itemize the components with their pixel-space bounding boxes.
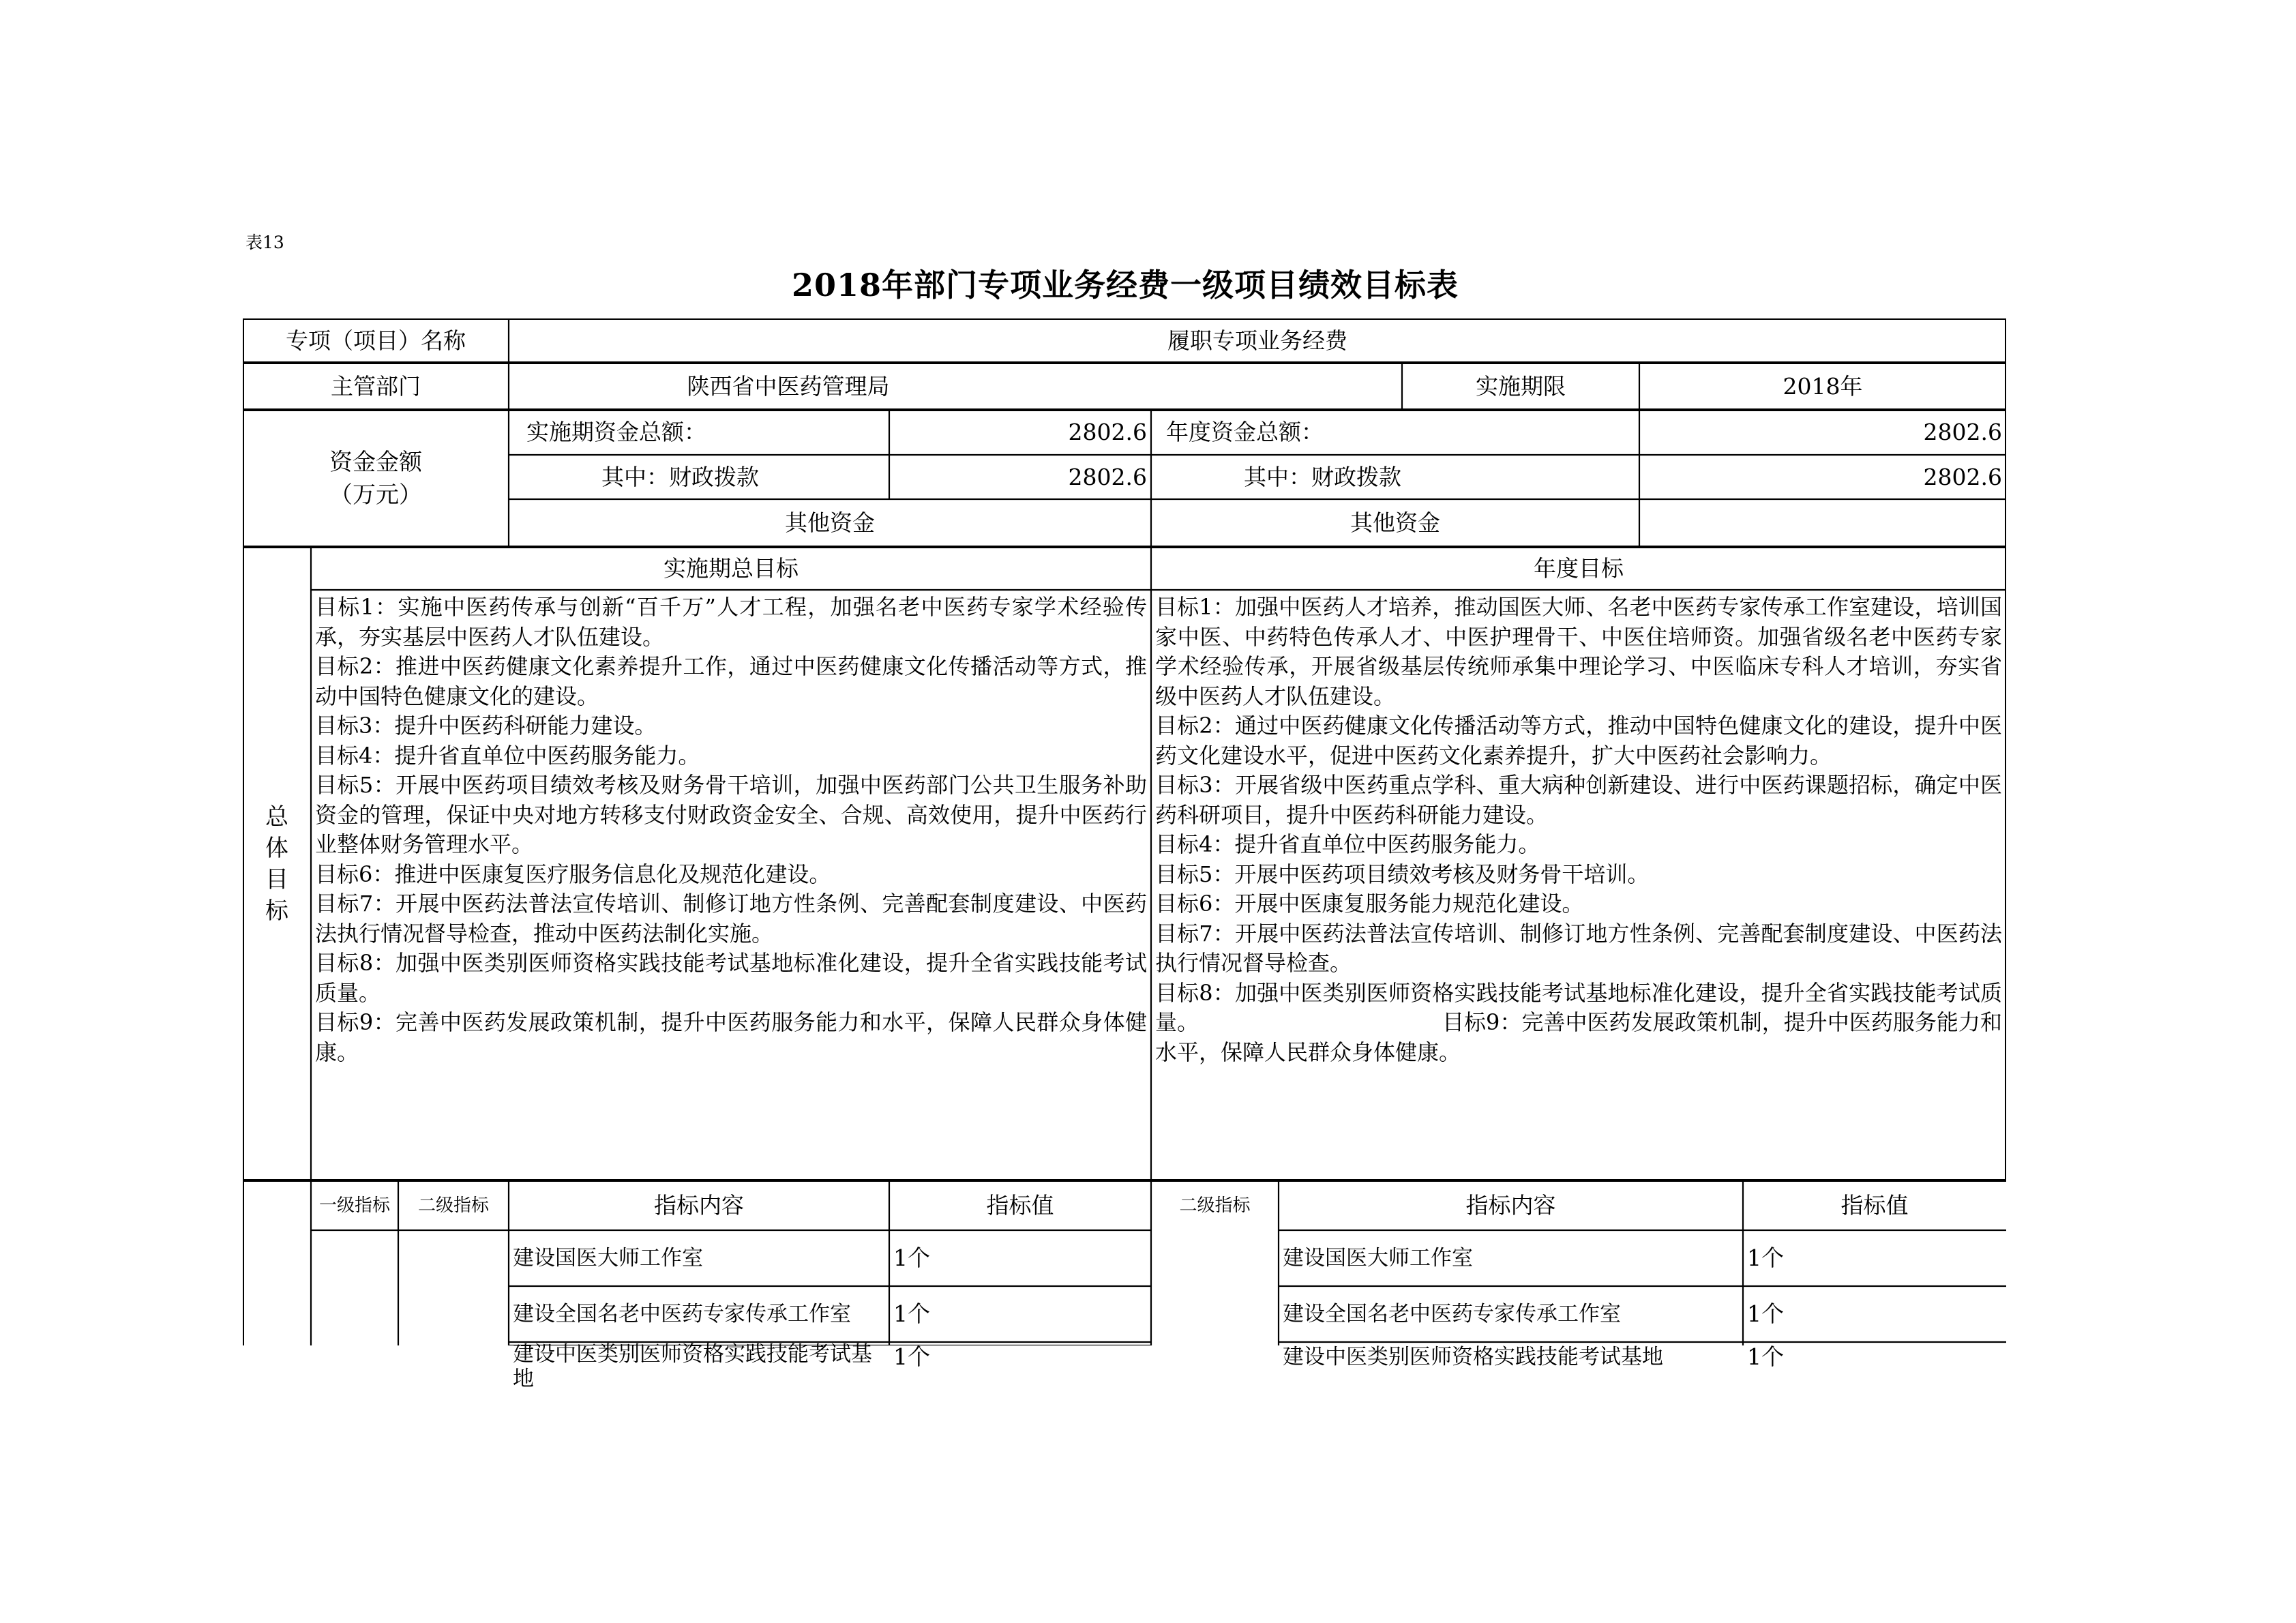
project-name-value: 履职专项业务经费 [1167, 327, 1347, 354]
annual-other-label: 其他资金 [1350, 509, 1440, 536]
performance-target-table [243, 318, 2006, 1391]
annual-other-value [1639, 499, 2006, 547]
period-fiscal-label: 其中：财政拨款 [601, 463, 759, 490]
annual-goals-header: 年度目标 [1534, 554, 1624, 582]
side-char: 总 [265, 803, 288, 831]
annual-level2-indicator-header: 二级指标 [1179, 1195, 1251, 1216]
funds-label [243, 410, 509, 547]
annual-indicator-content-header: 指标内容 [1465, 1191, 1556, 1219]
side-char: 目 [265, 865, 288, 893]
indicator-content-3: 建设中医类别医师资格实践技能考试基地 [513, 1342, 872, 1391]
side-char: 体 [265, 834, 288, 862]
period-fiscal-value: 2802.6 [1068, 463, 1147, 490]
annual-indicator-value-1: 1个 [1747, 1245, 1784, 1271]
indicator-value-header: 指标值 [986, 1191, 1054, 1219]
annual-indicator-content-1: 建设国医大师工作室 [1283, 1246, 1473, 1270]
period-label: 实施期限 [1476, 372, 1566, 400]
annual-total-label: 年度资金总额： [1166, 419, 1324, 445]
indicator-content-header: 指标内容 [654, 1191, 744, 1219]
period-total-value: 2802.6 [1068, 419, 1147, 445]
indicator-content-2: 建设全国名老中医药专家传承工作室 [513, 1302, 851, 1326]
period-goals-header: 实施期总目标 [664, 554, 799, 582]
annual-indicator-value-3: 1个 [1747, 1343, 1784, 1370]
annual-indicator-value-header: 指标值 [1840, 1191, 1909, 1219]
level1-indicator-header: 一级指标 [318, 1195, 390, 1216]
period-goals-text: 目标1：实施中医药传承与创新“百千万”人才工程，加强名老中医药专家学术经验传承，夯实基层中医药人才队伍建设。 目标2：推进中医药健康文化素养提升工作，通过中医药健康文化传播活动等方式，推动中国特色健康文化的建设。 目标3：提升中医药科研能力建设。 目标4：提升省直单位中医药服务能力。 目标5：开展中医药项目绩效考核及财务骨干培训，加强中医药部门公共卫生服务补助资金的管理，保证中央对地方转移支付财政资金安全、合规、高效使用，提升中医药行业整体财务管理水平。 目标6：推进中医康复医疗服务信息化及规范化建设。 目标7：开展中医药法普法宣传培训、制修订地方性条例、完善配套制度建设、中医药法执行情况督导检查，推动中医药法制化实施。 目标8：加强中医类别医师资格实践技能考试基地标准化建设，提升全省实践技能考试质量。 目标9：完善中医药发展政策机制，提升中医药服务能力和水平，保障人民群众身体健康。 [315, 594, 1147, 1065]
indicator-content-1: 建设国医大师工作室 [513, 1246, 703, 1270]
funds-label-line2: （万元） [329, 481, 422, 509]
project-name-label: 专项（项目）名称 [286, 327, 466, 354]
indicator-value-1: 1个 [893, 1245, 930, 1271]
annual-indicator-content-3: 建设中医类别医师资格实践技能考试基地 [1283, 1345, 1663, 1369]
level2-indicator-header: 二级指标 [417, 1195, 489, 1216]
department-label: 主管部门 [331, 372, 421, 400]
period-value: 2018年 [1783, 372, 1863, 400]
period-other-label: 其他资金 [785, 509, 875, 536]
annual-indicator-value-2: 1个 [1747, 1300, 1784, 1327]
department-value: 陕西省中医药管理局 [687, 372, 890, 400]
document-title: 2018年部门专项业务经费一级项目绩效目标表 [791, 267, 1459, 303]
annual-indicator-content-2: 建设全国名老中医药专家传承工作室 [1283, 1302, 1621, 1326]
table-number: 表13 [245, 233, 284, 252]
indicator-value-3: 1个 [893, 1343, 930, 1370]
period-total-label: 实施期资金总额： [526, 419, 706, 445]
overall-goals-side-label [243, 547, 311, 1180]
annual-fiscal-label: 其中：财政拨款 [1244, 463, 1401, 490]
side-char: 标 [265, 897, 288, 925]
annual-total-value: 2802.6 [1923, 419, 2002, 445]
annual-fiscal-value: 2802.6 [1923, 463, 2002, 490]
funds-label-line1: 资金金额 [329, 448, 422, 476]
annual-goals-text: 目标1：加强中医药人才培养，推动国医大师、名老中医药专家传承工作室建设，培训国家中医、中药特色传承人才、中医护理骨干、中医住培师资。加强省级名老中医药专家学术经验传承，开展省级基层传统师承集中理论学习、中医临床专科人才培训，夯实省级中医药人才队伍建设。 目标2：通过中医药健康文化传播活动等方式，推动中国特色健康文化的建设，提升中医药文化建设水平，促进中医药文化素养提升，扩大中医药社会影响力。 目标3：开展省级中医药重点学科、重大病种创新建设、进行中医药课题招标，确定中医药科研项目，提升中医药科研能力建设。 目标4：提升省直单位中医药服务能力。 目标5：开展中医药项目绩效考核及财务骨干培训。 目标6：开展中医康复服务能力规范化建设。 目标7：开展中医药法普法宣传培训、制修订地方性条例、完善配套制度建设、中医药法执行情况督导检查。 目标8：加强中医类别医师资格实践技能考试基地标准化建设，提升全省实践技能考试质量。 目标9：完善中医药发展政策机制，提升中医药服务能力和水平，保障人民群众身体健康。 [1155, 594, 2002, 1065]
indicator-value-2: 1个 [893, 1300, 930, 1327]
